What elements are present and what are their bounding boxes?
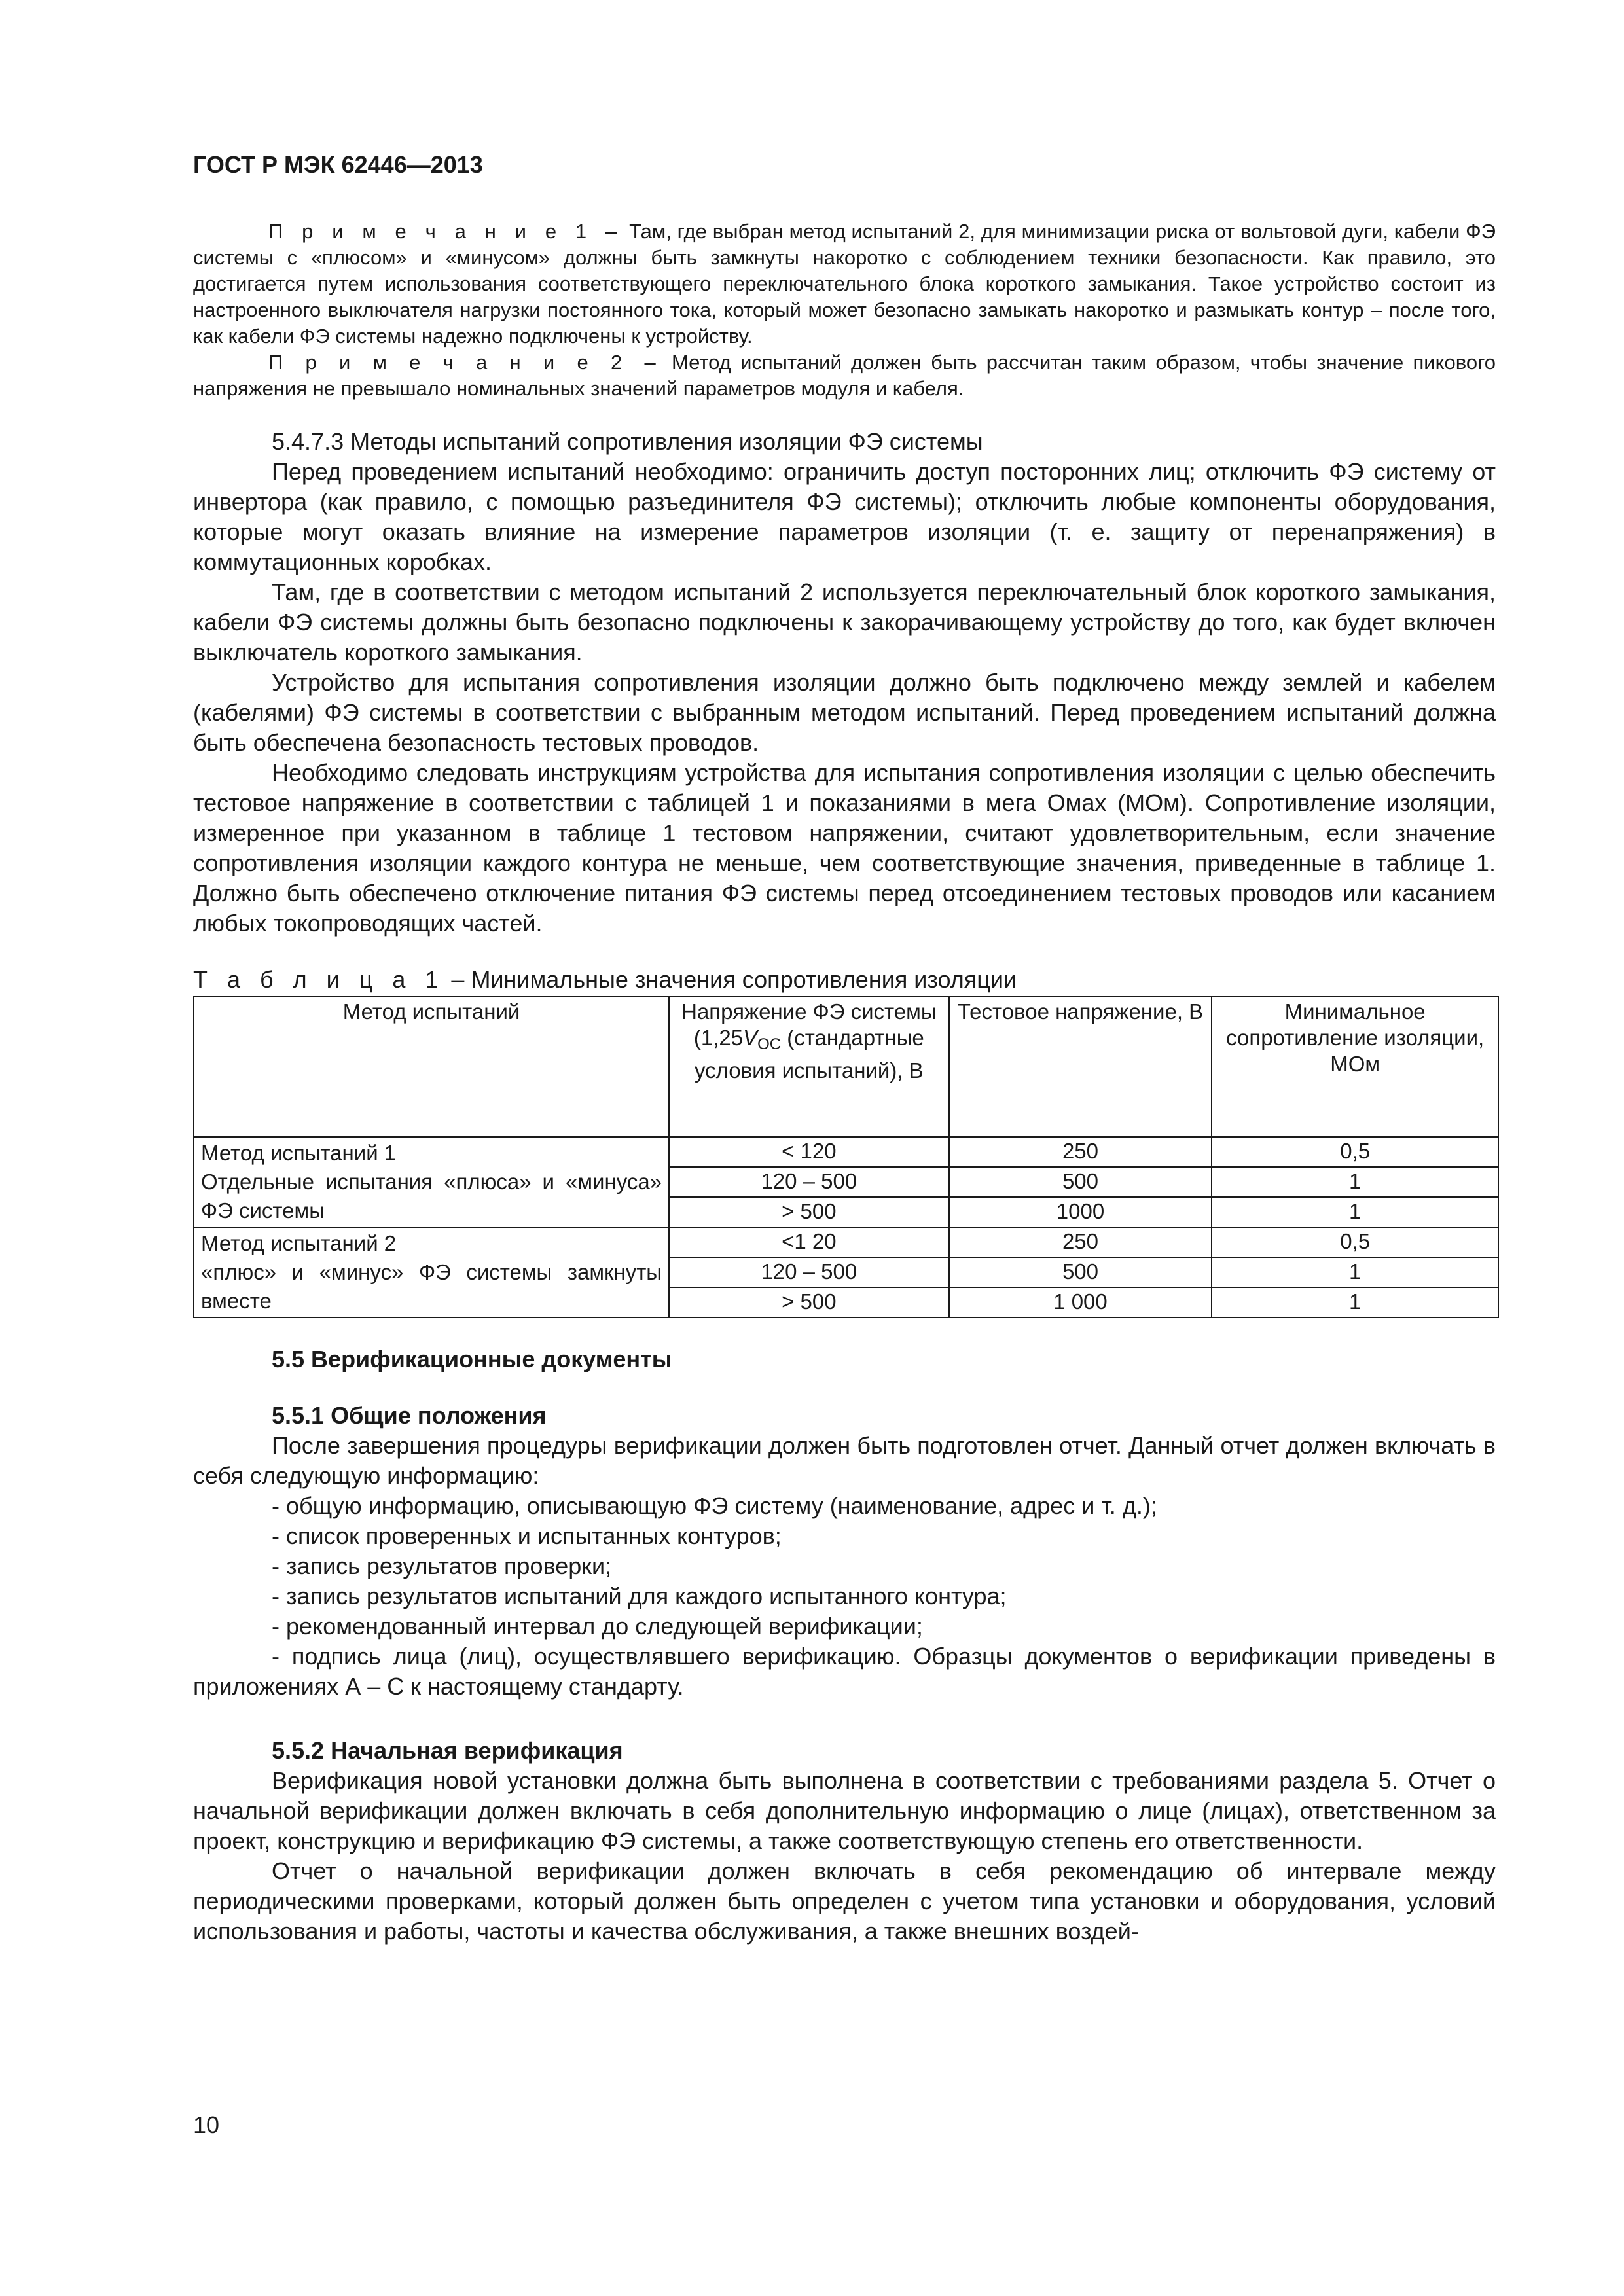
list-item: - общую информацию, описывающую ФЭ систему (наименование, адрес и т. д.); <box>272 1492 1157 1519</box>
page-number: 10 <box>193 2111 220 2138</box>
section-552-heading: 5.5.2 Начальная верификация <box>272 1737 623 1764</box>
cell-test-voltage: 250 <box>949 1137 1212 1167</box>
cell-voltage: 120 – 500 <box>669 1257 949 1287</box>
note-1-text: Там, где выбран метод испытаний 2, для минимизации риска от вольтовой дуги, кабели ФЭ системы с «плюсом» и «минусом» должны быть замкнуты накоротко с соблюдением техники безопасности. Как правило, это достигается путем использования соответствующего переключательного блока короткого замыкания. Такое устройство состоит из настроенного выключателя нагрузки постоянного тока, который может безопасно замыкать накоротко и размыкать контур – после того, как кабели ФЭ системы надежно подключены к устройству. <box>193 220 1496 348</box>
method-1-cell <box>194 1137 669 1227</box>
table-caption-label: Т а б л и ц а 1 <box>193 966 445 993</box>
header-voltage: Напряжение ФЭ системы ($1,25V_{OC}$ (стандартные условия испытаний), В <box>669 997 949 1137</box>
cell-test-voltage: 1 000 <box>949 1287 1212 1318</box>
cell-min-resistance: 1 <box>1212 1167 1498 1197</box>
table-caption <box>193 965 1496 995</box>
table-caption-text: – Минимальные значения сопротивления изоляции <box>444 966 1017 993</box>
document-header: ГОСТ Р МЭК 62446—2013 <box>193 151 483 178</box>
note-2 <box>193 350 1496 402</box>
list-item: - запись результатов испытаний для каждого испытанного контура; <box>272 1583 1007 1609</box>
cell-test-voltage: 500 <box>949 1167 1212 1197</box>
section-5473-paragraph: Перед проведением испытаний необходимо: ограничить доступ посторонних лиц; отключить ФЭ систему от инвертора (как правило, с помощью разъединителя ФЭ системы); отключить любые компоненты оборудования, которые могут оказать влияние на измерение параметров изоляции (т. е. защиту от перенапряжения) в коммутационных коробках. <box>193 458 1496 575</box>
method-1-desc: Отдельные испытания «плюса» и «минуса» ФЭ системы <box>201 1170 662 1223</box>
cell-min-resistance: 1 <box>1212 1257 1498 1287</box>
insulation-resistance-table <box>193 996 1499 1318</box>
section-55-heading: 5.5 Верификационные документы <box>272 1346 672 1372</box>
section-5473-paragraph: Устройство для испытания сопротивления изоляции должно быть подключено между землей и кабелем (кабелями) ФЭ системы в соответствии с выбранным методом испытаний. Перед проведением испытаний должна быть обеспечена безопасность тестовых проводов. <box>193 669 1496 756</box>
note-1-label: П р и м е ч а н и е 1 – <box>268 220 624 243</box>
section-5473-paragraph: Необходимо следовать инструкциям устройства для испытания сопротивления изоляции с целью обеспечить тестовое напряжение в соответствии с таблицей 1 и показаниями в мега Омах (МОм). Сопротивление изоляции, измеренное при указанном в таблице 1 тестовом напряжении, считают удовлетворительным, если значение сопротивления изоляции каждого контура не меньше, чем соответствующие значения, приведенные в таблице 1. Должно быть обеспечено отключение питания ФЭ системы перед отсоединением тестовых проводов или касанием любых токопроводящих частей. <box>193 759 1496 937</box>
list-item: - список проверенных и испытанных контуров; <box>272 1522 782 1549</box>
cell-test-voltage: 250 <box>949 1227 1212 1257</box>
table-row <box>194 1137 1498 1167</box>
section-5473-heading: 5.4.7.3 Методы испытаний сопротивления изоляции ФЭ системы <box>272 428 983 455</box>
cell-test-voltage: 1000 <box>949 1197 1212 1227</box>
note-2-label: П р и м е ч а н и е 2 – <box>268 351 662 374</box>
header-method: Метод испытаний <box>194 997 669 1137</box>
cell-voltage: < 120 <box>669 1137 949 1167</box>
table-header-row <box>194 997 1498 1137</box>
cell-min-resistance: 0,5 <box>1212 1227 1498 1257</box>
header-min-resistance: Минимальное сопротивление изоляции, МОм <box>1212 997 1498 1137</box>
cell-voltage: <1 20 <box>669 1227 949 1257</box>
section-5473-paragraph: Там, где в соответствии с методом испытаний 2 используется переключательный блок короткого замыкания, кабели ФЭ системы должны быть безопасно подключены к закорачивающему устройству до того, как будет включен выключатель короткого замыкания. <box>193 579 1496 666</box>
cell-voltage: > 500 <box>669 1197 949 1227</box>
list-item: - рекомендованный интервал до следующей верификации; <box>272 1613 923 1640</box>
list-item: - запись результатов проверки; <box>272 1552 612 1579</box>
cell-min-resistance: 0,5 <box>1212 1137 1498 1167</box>
table-row <box>194 1227 1498 1257</box>
section-552-paragraph: Верификация новой установки должна быть выполнена в соответствии с требованиями раздела 5. Отчет о начальной верификации должен включать в себя дополнительную информацию о лице (лицах), ответственном за проект, конструкцию и верификацию ФЭ системы, а также соответствующую степень его ответственности. <box>193 1767 1496 1854</box>
note-1 <box>193 219 1496 350</box>
cell-test-voltage: 500 <box>949 1257 1212 1287</box>
section-551-intro: После завершения процедуры верификации должен быть подготовлен отчет. Данный отчет должен включать в себя следующую информацию: <box>193 1432 1496 1489</box>
section-552-paragraph: Отчет о начальной верификации должен включать в себя рекомендацию об интервале между периодическими проверками, который должен быть определен с учетом типа установки и оборудования, условий использования и работы, частоты и качества обслуживания, а также внешних воздей- <box>193 1857 1496 1945</box>
method-2-title: Метод испытаний 2 <box>201 1231 397 1255</box>
cell-voltage: > 500 <box>669 1287 949 1318</box>
method-2-cell <box>194 1227 669 1318</box>
cell-voltage: 120 – 500 <box>669 1167 949 1197</box>
list-item-last: - подпись лица (лиц), осуществлявшего верификацию. Образцы документов о верификации приведены в приложениях А – С к настоящему стандарту. <box>193 1643 1496 1700</box>
method-2-desc: «плюс» и «минус» ФЭ системы замкнуты вместе <box>201 1260 662 1313</box>
section-551-heading: 5.5.1 Общие положения <box>272 1402 547 1429</box>
header-test-voltage: Тестовое напряжение, В <box>949 997 1212 1137</box>
note-2-text: Метод испытаний должен быть рассчитан таким образом, чтобы значение пикового напряжения не превышало номинальных значений параметров модуля и кабеля. <box>193 351 1496 400</box>
document-page <box>193 151 1496 1946</box>
method-1-title: Метод испытаний 1 <box>201 1141 397 1165</box>
cell-min-resistance: 1 <box>1212 1197 1498 1227</box>
cell-min-resistance: 1 <box>1212 1287 1498 1318</box>
